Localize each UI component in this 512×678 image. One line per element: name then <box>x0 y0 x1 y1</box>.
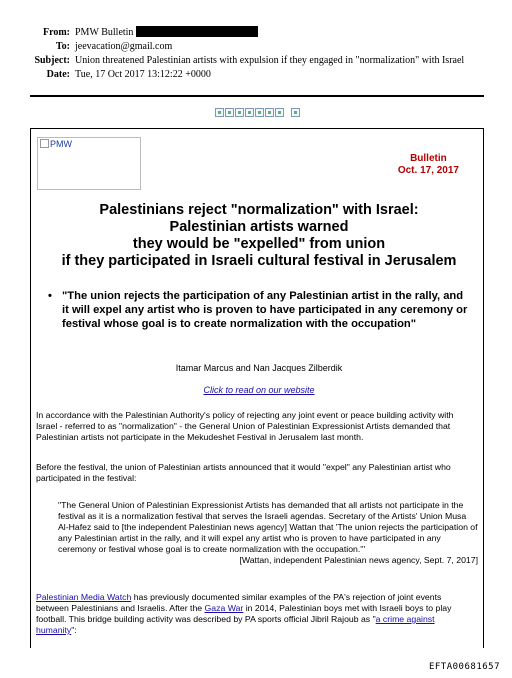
header-divider <box>30 95 484 97</box>
redaction-bar <box>136 26 258 37</box>
gaza-war-link[interactable]: Gaza War <box>204 603 244 613</box>
broken-image-icon <box>245 108 254 117</box>
highlight-quote-text: "The union rejects the participation of any Palestinian artist in the rally, and it will expel any artist who is proven to have participated in any ceremony or festival whose goal is to create normalization with the occupation" <box>62 290 468 330</box>
to-value: jeevacation@gmail.com <box>75 41 173 52</box>
subject-value: Union threatened Palestinian artists with expulsion if they engaged in "normalization" with Israel <box>75 55 465 66</box>
crime-against-humanity-link[interactable]: a crime against humanity <box>36 614 435 635</box>
from-row <box>0 26 480 40</box>
paragraph-text: ": <box>71 625 77 635</box>
body-paragraph <box>36 592 476 636</box>
bulletin-dateline <box>398 153 459 177</box>
to-label: To: <box>55 41 70 52</box>
broken-image-icon <box>255 108 264 117</box>
date-row <box>0 68 480 82</box>
title-line: Palestinians reject "normalization" with Israel: <box>99 202 419 218</box>
body-paragraph: In accordance with the Palestinian Authority's policy of rejecting any joint event or peace building activity with Israel - referred to as "normalization" - the General Union of Palestinian Expressionist Artists demanded that Palestinian artists not participate in the Mekudeshet Festival in Jerusalem last month. <box>36 410 454 442</box>
date-label: Date: <box>46 69 70 80</box>
broken-image-icon <box>215 108 224 117</box>
title-line: if they participated in Israeli cultural festival in Jerusalem <box>61 253 457 269</box>
highlight-quote <box>48 289 468 331</box>
blockquote-source: [Wattan, independent Palestinian news agency, Sept. 7, 2017] <box>239 555 478 565</box>
blockquote <box>58 500 478 566</box>
to-row <box>0 40 480 54</box>
broken-image-icon <box>235 108 244 117</box>
title-line: they would be "expelled" from union <box>132 236 386 252</box>
broken-image-icon <box>291 108 300 117</box>
pmw-logo <box>37 137 141 190</box>
broken-image-strip <box>215 108 300 117</box>
paragraph-text: in 2014, Palestinian boys met with Israeli boys to play football. This bridge building activity was described by PA sports official Jibril Rajoub as " <box>36 603 452 624</box>
body-paragraph: Before the festival, the union of Palestinian artists announced that it would "expel" any Palestinian artist who participated in the festival: <box>36 462 451 483</box>
broken-image-icon <box>265 108 274 117</box>
date-value: Tue, 17 Oct 2017 13:12:22 +0000 <box>75 69 211 80</box>
subject-row <box>0 54 480 68</box>
broken-image-icon <box>225 108 234 117</box>
pmw-link[interactable]: Palestinian Media Watch <box>36 592 132 602</box>
logo-alt-text: PMW <box>50 139 72 149</box>
email-header <box>0 26 480 82</box>
blockquote-text: "The General Union of Palestinian Expressionist Artists has demanded that all artists not participate in the festival as it is a normalization festival that serves the Israeli agendas. Secretary of the Artists' Union Musa Al-Hafez said to [the independent Palestinian news agency] Wattan that 'The union rejects the participation of any Palestinian artist in the rally, and it will expel any artist who is proven to have participated in any ceremony or festival whose goal is to create normalization with the occupation.'" <box>58 500 478 554</box>
paragraph-text: has previously documented similar examples of the PA's rejection of joint events between Palestinians and Israelis. After the <box>36 592 442 613</box>
subject-label: Subject: <box>34 55 70 66</box>
from-label: From: <box>42 27 70 38</box>
author-byline: Itamar Marcus and Nan Jacques Zilberdik <box>175 363 343 373</box>
from-value: PMW Bulletin <box>75 26 258 40</box>
bulletin-date: Oct. 17, 2017 <box>397 165 459 176</box>
read-on-website-link[interactable]: Click to read on our website <box>203 385 315 395</box>
broken-image-icon <box>275 108 284 117</box>
article-title <box>35 202 483 270</box>
title-line: Palestinian artists warned <box>169 219 349 235</box>
document-id: EFTA00681657 <box>428 662 500 672</box>
bulletin-label: Bulletin <box>410 153 447 164</box>
broken-image-icon <box>40 139 49 148</box>
bullet-icon: • <box>48 290 52 302</box>
